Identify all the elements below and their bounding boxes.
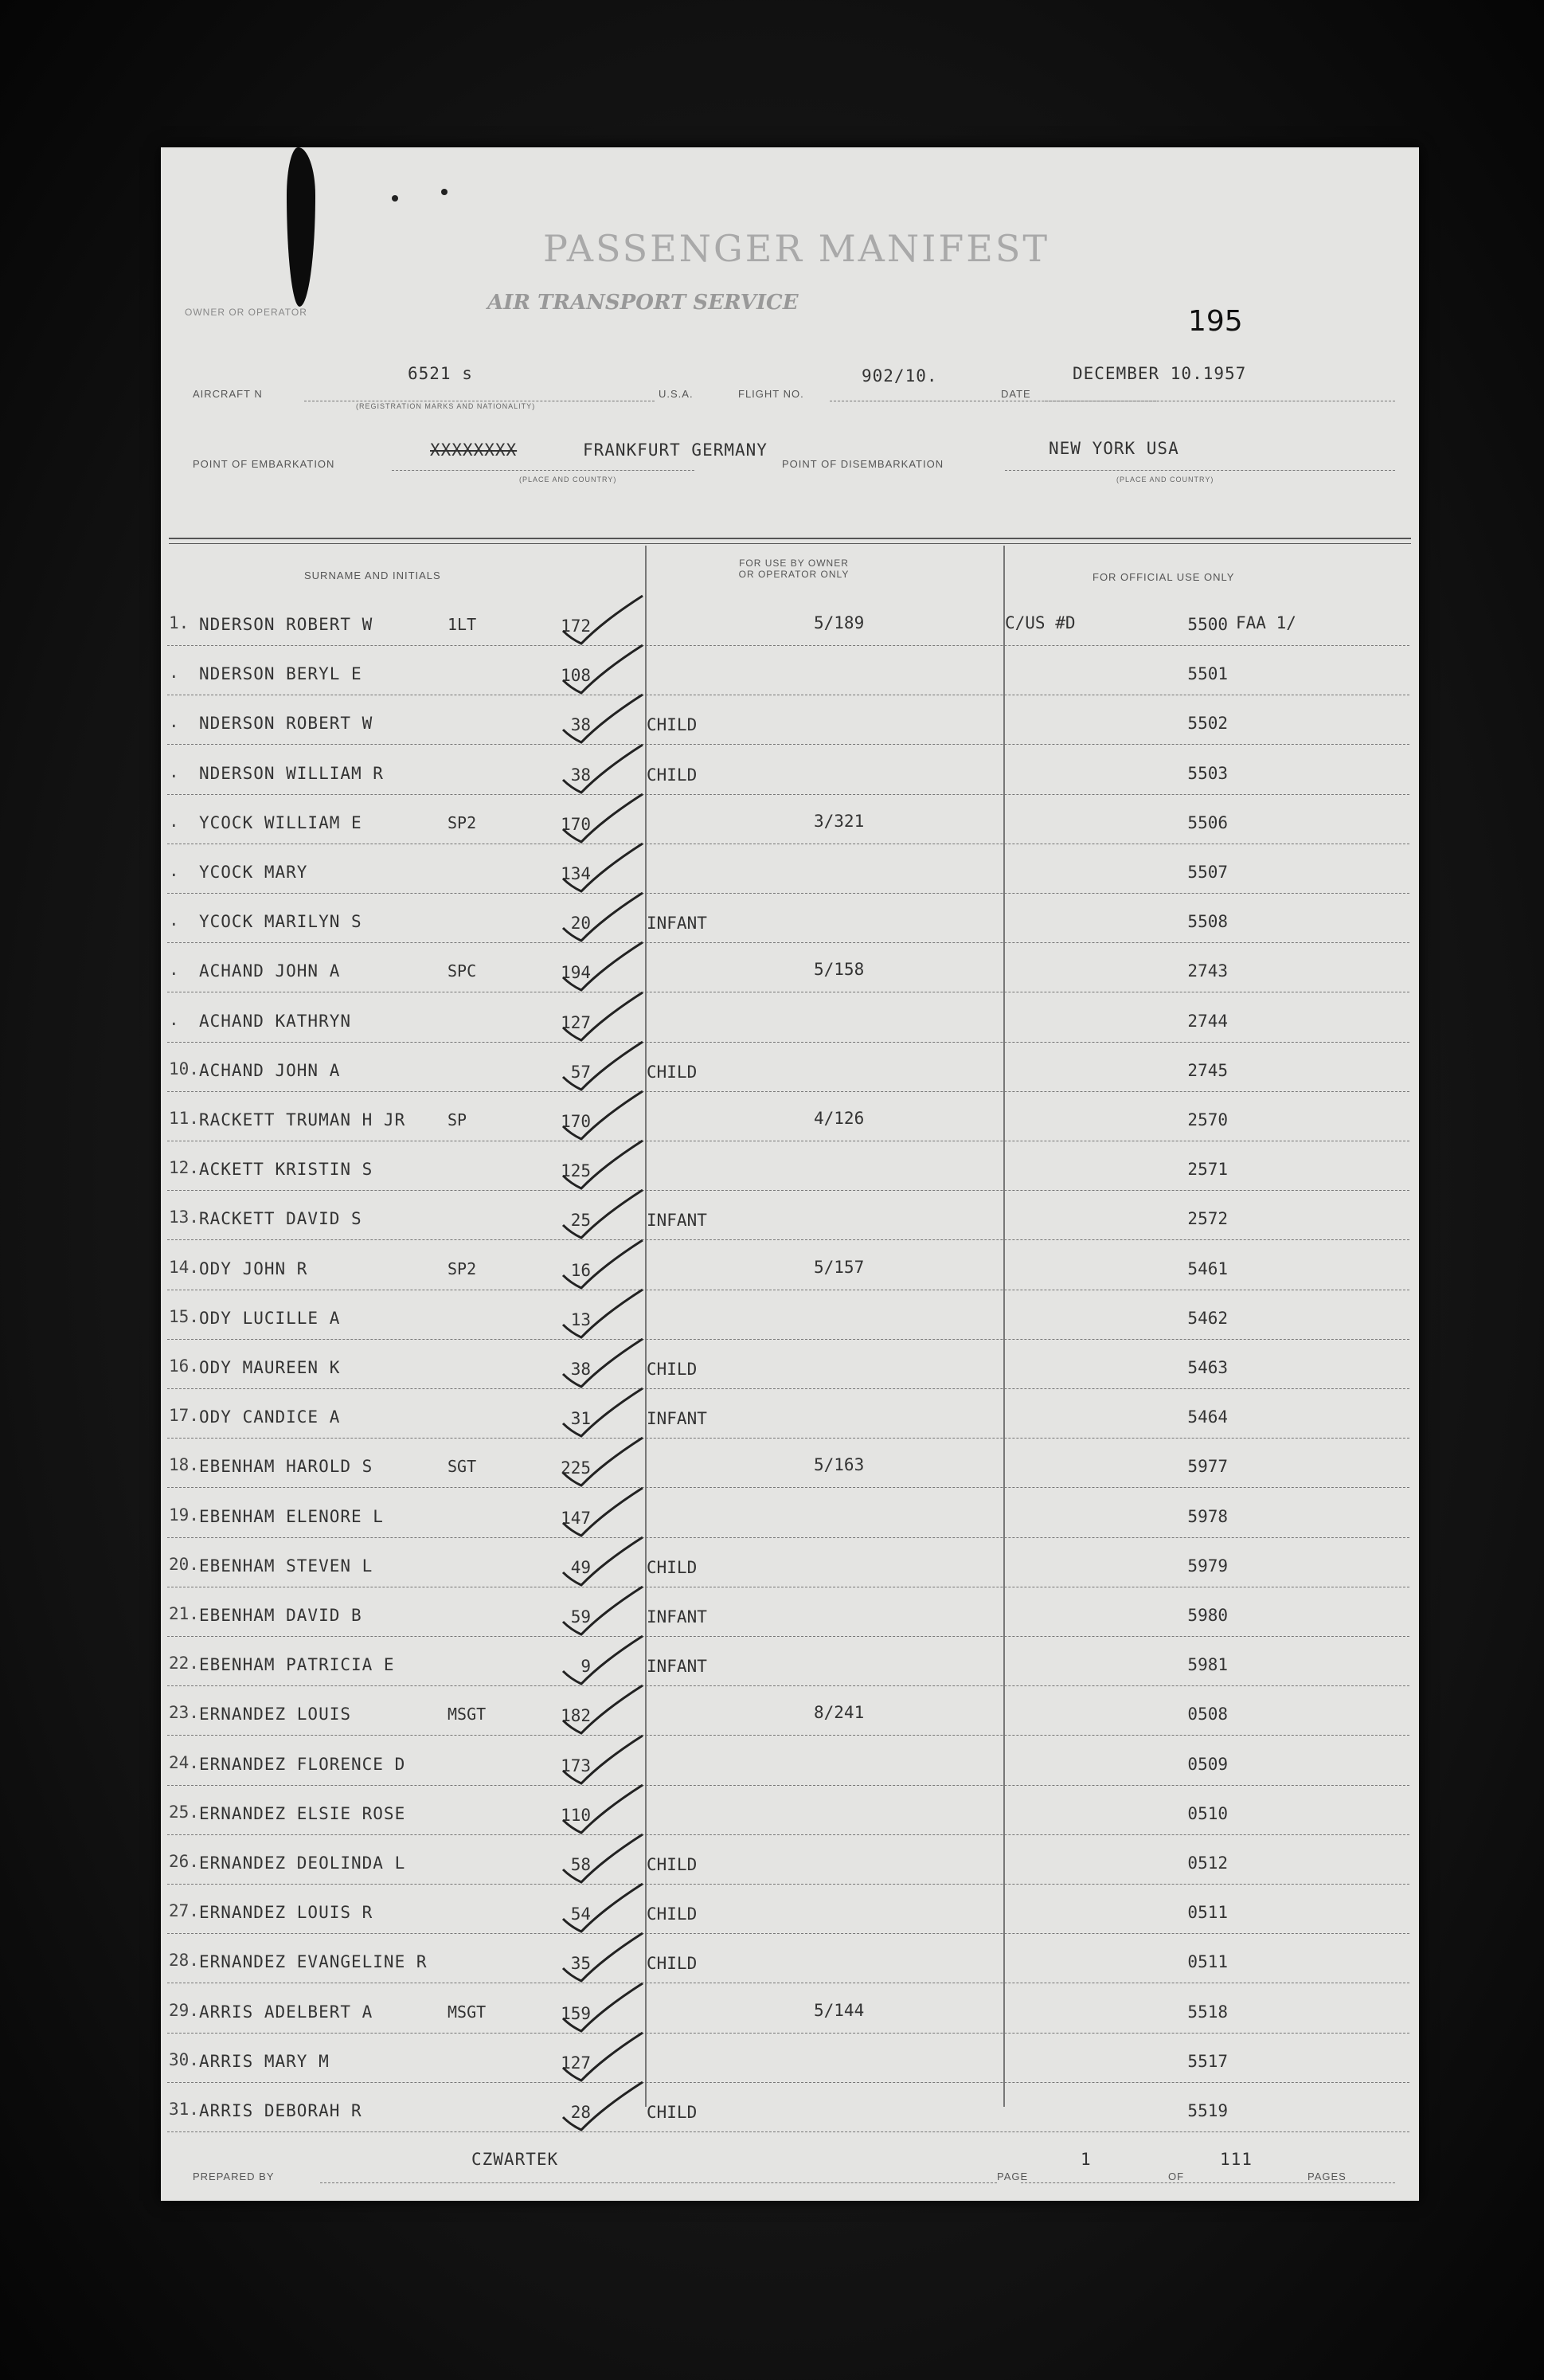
row-number: 28. xyxy=(169,1951,199,1971)
table-row xyxy=(161,1852,1419,1901)
table-row xyxy=(161,1455,1419,1505)
passenger-name: ERNANDEZ ELSIE ROSE xyxy=(199,1803,406,1823)
row-number: 10. xyxy=(169,1059,199,1078)
torn-edge-mark xyxy=(287,147,315,307)
row-rule xyxy=(167,1834,1409,1835)
passenger-weight: 57 xyxy=(570,1062,591,1082)
embarkation-struck: XXXXXXXX xyxy=(430,440,518,460)
embarkation-caption: (PLACE AND COUNTRY) xyxy=(519,476,617,483)
official-number: 5978 xyxy=(1187,1506,1228,1526)
row-number: 18. xyxy=(169,1455,199,1475)
owner-operator-value: AIR TRANSPORT SERVICE xyxy=(487,291,799,315)
passenger-weight: 159 xyxy=(561,2003,591,2023)
official-number: 0512 xyxy=(1187,1854,1228,1873)
official-number: 5503 xyxy=(1187,763,1228,783)
passenger-note: INFANT xyxy=(647,1211,707,1231)
table-row xyxy=(161,1356,1419,1406)
row-rule xyxy=(167,1933,1409,1934)
table-row xyxy=(161,1158,1419,1208)
passenger-rank: SP2 xyxy=(448,1259,477,1278)
passenger-weight: 147 xyxy=(561,1508,591,1528)
row-rule xyxy=(167,1339,1409,1340)
aircraft-value: 6521 s xyxy=(408,364,473,383)
official-prefix: C/US #D xyxy=(1005,613,1076,632)
row-rule xyxy=(167,1884,1409,1885)
row-rule xyxy=(167,1487,1409,1488)
passenger-weight: 38 xyxy=(570,1360,591,1379)
row-rule xyxy=(167,2082,1409,2083)
passenger-name: ACHAND JOHN A xyxy=(199,961,341,981)
passenger-name: EBENHAM PATRICIA E xyxy=(199,1655,395,1675)
row-rule xyxy=(167,1537,1409,1538)
table-row xyxy=(161,1059,1419,1109)
passenger-weight: 127 xyxy=(561,1012,591,1032)
table-row xyxy=(161,1901,1419,1951)
page-line xyxy=(1021,2182,1395,2183)
row-rule xyxy=(167,893,1409,894)
passenger-name: ERNANDEZ EVANGELINE R xyxy=(199,1952,428,1972)
owner-reference: 5/163 xyxy=(814,1455,865,1475)
table-row xyxy=(161,910,1419,960)
registration-caption: (REGISTRATION MARKS AND NATIONALITY) xyxy=(356,402,536,410)
table-row xyxy=(161,1703,1419,1752)
table-row xyxy=(161,1109,1419,1158)
passenger-weight: 182 xyxy=(561,1706,591,1726)
passenger-weight: 16 xyxy=(570,1260,591,1280)
row-number: 22. xyxy=(169,1654,199,1673)
official-number: 5508 xyxy=(1187,912,1228,932)
row-rule xyxy=(167,2131,1409,2132)
row-number: . xyxy=(169,1009,179,1029)
official-suffix: FAA 1/ xyxy=(1236,613,1296,632)
row-number: 12. xyxy=(169,1158,199,1178)
official-number: 2572 xyxy=(1187,1209,1228,1229)
table-row xyxy=(161,2050,1419,2100)
passenger-note: CHILD xyxy=(647,1062,698,1082)
prepared-label: PREPARED BY xyxy=(193,2171,275,2182)
passenger-weight: 28 xyxy=(570,2103,591,2122)
table-row xyxy=(161,1555,1419,1604)
passenger-name: EBENHAM STEVEN L xyxy=(199,1556,373,1576)
row-number: . xyxy=(169,960,179,980)
passenger-name: ODY JOHN R xyxy=(199,1259,308,1278)
passenger-weight: 38 xyxy=(570,765,591,785)
passenger-weight: 110 xyxy=(561,1805,591,1825)
table-top-rule xyxy=(169,538,1411,539)
ink-speck xyxy=(392,195,398,202)
page-number: 195 xyxy=(1188,305,1243,338)
passenger-weight: 9 xyxy=(580,1657,591,1677)
table-row xyxy=(161,960,1419,1009)
official-number: 0509 xyxy=(1187,1754,1228,1774)
table-row xyxy=(161,1258,1419,1307)
official-number: 5981 xyxy=(1187,1655,1228,1675)
passenger-note: INFANT xyxy=(647,1657,707,1677)
of-value: 111 xyxy=(1220,2150,1253,2169)
passenger-weight: 125 xyxy=(561,1161,591,1181)
passenger-weight: 59 xyxy=(570,1607,591,1626)
official-number: 5461 xyxy=(1187,1259,1228,1278)
official-number: 5502 xyxy=(1187,714,1228,734)
official-number: 5977 xyxy=(1187,1457,1228,1477)
passenger-weight: 170 xyxy=(561,814,591,834)
usa-label: U.S.A. xyxy=(659,388,694,400)
official-number: 2571 xyxy=(1187,1160,1228,1180)
date-label: DATE xyxy=(1001,388,1031,400)
table-row xyxy=(161,1654,1419,1703)
row-rule xyxy=(167,1042,1409,1043)
official-number: 0508 xyxy=(1187,1705,1228,1724)
row-number: 25. xyxy=(169,1802,199,1822)
row-number: 27. xyxy=(169,1901,199,1921)
official-number: 2744 xyxy=(1187,1011,1228,1031)
passenger-rank: MSGT xyxy=(448,2002,487,2022)
ink-speck xyxy=(441,189,448,195)
manifest-sheet xyxy=(161,147,1419,2201)
row-rule xyxy=(167,1438,1409,1439)
col-official-use: FOR OFFICIAL USE ONLY xyxy=(1093,571,1235,583)
row-number: . xyxy=(169,910,179,930)
row-number: 17. xyxy=(169,1406,199,1426)
table-row xyxy=(161,712,1419,761)
row-number: 15. xyxy=(169,1306,199,1326)
passenger-name: ACHAND KATHRYN xyxy=(199,1011,352,1031)
passenger-note: CHILD xyxy=(647,1557,698,1577)
row-rule xyxy=(167,1785,1409,1786)
row-rule xyxy=(167,1388,1409,1389)
passenger-name: EBENHAM HAROLD S xyxy=(199,1457,373,1477)
official-number: 5517 xyxy=(1187,2051,1228,2071)
passenger-name: ARRIS ADELBERT A xyxy=(199,2002,373,2022)
passenger-weight: 225 xyxy=(561,1458,591,1478)
page-label: PAGE xyxy=(997,2171,1029,2182)
passenger-note: INFANT xyxy=(647,914,707,934)
table-top-rule-2 xyxy=(169,543,1411,544)
official-number: 5464 xyxy=(1187,1407,1228,1427)
passenger-note: CHILD xyxy=(647,765,698,785)
passenger-name: NDERSON ROBERT W xyxy=(199,615,373,634)
row-rule xyxy=(167,942,1409,943)
passenger-weight: 25 xyxy=(570,1211,591,1231)
passenger-weight: 173 xyxy=(561,1756,591,1775)
passenger-weight: 35 xyxy=(570,1954,591,1974)
owner-reference: 5/144 xyxy=(814,2000,865,2020)
owner-reference: 5/158 xyxy=(814,960,865,980)
passenger-note: CHILD xyxy=(647,1360,698,1379)
form-title: PASSENGER MANIFEST xyxy=(543,227,1050,270)
passenger-weight: 58 xyxy=(570,1855,591,1874)
passenger-note: INFANT xyxy=(647,1607,707,1626)
row-number: 11. xyxy=(169,1109,199,1128)
table-row xyxy=(161,1505,1419,1555)
official-number: 0510 xyxy=(1187,1803,1228,1823)
passenger-note: CHILD xyxy=(647,1954,698,1974)
passenger-weight: 172 xyxy=(561,617,591,636)
row-number: 23. xyxy=(169,1703,199,1723)
passenger-weight: 13 xyxy=(570,1309,591,1329)
passenger-note: CHILD xyxy=(647,2103,698,2122)
col-owner-use: FOR USE BY OWNER OR OPERATOR ONLY xyxy=(738,558,850,580)
row-rule xyxy=(167,1190,1409,1191)
table-row xyxy=(161,1753,1419,1803)
passenger-weight: 49 xyxy=(570,1557,591,1577)
passenger-name: ODY CANDICE A xyxy=(199,1407,341,1427)
owner-reference: 3/321 xyxy=(814,811,865,831)
row-number: . xyxy=(169,663,179,683)
row-rule xyxy=(167,1636,1409,1637)
embarkation-label: POINT OF EMBARKATION xyxy=(193,458,335,470)
official-number: 5500 xyxy=(1187,615,1228,634)
aircraft-label: AIRCRAFT N xyxy=(193,388,263,400)
row-number: 20. xyxy=(169,1554,199,1574)
table-row xyxy=(161,613,1419,663)
check-mark-icon xyxy=(559,2076,647,2139)
official-number: 5463 xyxy=(1187,1358,1228,1377)
row-number: . xyxy=(169,761,179,781)
pages-label: PAGES xyxy=(1308,2171,1347,2182)
row-number: 21. xyxy=(169,1604,199,1623)
passenger-note: CHILD xyxy=(647,715,698,735)
table-row xyxy=(161,1010,1419,1059)
official-number: 5980 xyxy=(1187,1606,1228,1625)
of-label: OF xyxy=(1168,2171,1185,2182)
passenger-name: ERNANDEZ FLORENCE D xyxy=(199,1754,406,1774)
passenger-name: ERNANDEZ LOUIS R xyxy=(199,1903,373,1923)
flight-value: 902/10. xyxy=(862,366,938,386)
passenger-weight: 54 xyxy=(570,1904,591,1924)
official-number: 2743 xyxy=(1187,961,1228,981)
passenger-name: ODY LUCILLE A xyxy=(199,1308,341,1328)
row-number: 26. xyxy=(169,1852,199,1871)
official-number: 5506 xyxy=(1187,812,1228,832)
official-number: 5501 xyxy=(1187,664,1228,684)
row-number: 14. xyxy=(169,1257,199,1277)
passenger-name: RACKETT TRUMAN H JR xyxy=(199,1110,406,1129)
passenger-name: YCOCK MARILYN S xyxy=(199,912,362,932)
passenger-name: ERNANDEZ DEOLINDA L xyxy=(199,1854,406,1873)
passenger-rank: SP xyxy=(448,1110,467,1129)
table-row xyxy=(161,1604,1419,1654)
owner-reference: 5/157 xyxy=(814,1257,865,1277)
row-rule xyxy=(167,744,1409,745)
row-rule xyxy=(167,1239,1409,1240)
passenger-weight: 134 xyxy=(561,864,591,883)
col-surname: SURNAME AND INITIALS xyxy=(304,570,441,581)
embarkation-value: FRANKFURT GERMANY xyxy=(583,440,768,460)
table-row xyxy=(161,861,1419,910)
passenger-name: ACHAND JOHN A xyxy=(199,1060,341,1080)
table-row xyxy=(161,2100,1419,2149)
row-number: 30. xyxy=(169,2049,199,2069)
passenger-rank: 1LT xyxy=(448,615,477,634)
passenger-name: EBENHAM DAVID B xyxy=(199,1606,362,1625)
passenger-weight: 170 xyxy=(561,1112,591,1131)
row-number: 13. xyxy=(169,1208,199,1227)
passenger-name: ERNANDEZ LOUIS xyxy=(199,1705,352,1724)
table-row xyxy=(161,663,1419,712)
passenger-rank: SGT xyxy=(448,1457,477,1477)
disembarkation-caption: (PLACE AND COUNTRY) xyxy=(1116,476,1214,483)
table-row xyxy=(161,812,1419,861)
passenger-name: NDERSON ROBERT W xyxy=(199,714,373,734)
row-number: . xyxy=(169,861,179,880)
row-rule xyxy=(167,1091,1409,1092)
passenger-rank: MSGT xyxy=(448,1705,487,1724)
table-row xyxy=(161,1406,1419,1455)
owner-reference: 4/126 xyxy=(814,1109,865,1128)
row-number: 29. xyxy=(169,2000,199,2020)
page-value: 1 xyxy=(1081,2150,1092,2169)
passenger-weight: 38 xyxy=(570,715,591,735)
row-rule xyxy=(167,645,1409,646)
row-number: . xyxy=(169,712,179,732)
official-number: 2745 xyxy=(1187,1060,1228,1080)
row-number: 16. xyxy=(169,1356,199,1376)
official-number: 5519 xyxy=(1187,2101,1228,2120)
passenger-name: NDERSON BERYL E xyxy=(199,664,362,684)
passenger-weight: 20 xyxy=(570,914,591,934)
passenger-note: CHILD xyxy=(647,1855,698,1874)
table-row xyxy=(161,762,1419,812)
passenger-note: INFANT xyxy=(647,1409,707,1429)
passenger-name: ODY MAUREEN K xyxy=(199,1358,341,1377)
passenger-weight: 31 xyxy=(570,1409,591,1429)
row-number: 31. xyxy=(169,2100,199,2119)
row-number: 19. xyxy=(169,1505,199,1525)
flight-label: FLIGHT NO. xyxy=(738,388,804,400)
prepared-line xyxy=(320,2182,997,2183)
row-rule xyxy=(167,794,1409,795)
table-row xyxy=(161,1307,1419,1356)
passenger-name: EBENHAM ELENORE L xyxy=(199,1506,384,1526)
passenger-name: ARRIS MARY M xyxy=(199,2051,330,2071)
owner-operator-label: OWNER OR OPERATOR xyxy=(185,307,307,318)
row-number: 24. xyxy=(169,1752,199,1772)
row-number: . xyxy=(169,811,179,831)
passenger-name: YCOCK WILLIAM E xyxy=(199,812,362,832)
row-rule xyxy=(167,2033,1409,2034)
official-number: 5507 xyxy=(1187,863,1228,882)
official-number: 5518 xyxy=(1187,2002,1228,2022)
passenger-rank: SPC xyxy=(448,961,477,981)
disembarkation-label: POINT OF DISEMBARKATION xyxy=(782,458,944,470)
date-value: DECEMBER 10.1957 xyxy=(1073,364,1247,383)
table-row xyxy=(161,1208,1419,1257)
passenger-weight: 127 xyxy=(561,2053,591,2073)
official-number: 5462 xyxy=(1187,1308,1228,1328)
official-number: 0511 xyxy=(1187,1952,1228,1972)
disembarkation-line xyxy=(1005,470,1395,471)
table-row xyxy=(161,1803,1419,1852)
passenger-rank: SP2 xyxy=(448,812,477,832)
passenger-name: ARRIS DEBORAH R xyxy=(199,2101,362,2120)
owner-reference: 5/189 xyxy=(814,613,865,632)
row-number: 1. xyxy=(169,613,190,632)
official-number: 0511 xyxy=(1187,1903,1228,1923)
passenger-note: CHILD xyxy=(647,1904,698,1924)
prepared-value: CZWARTEK xyxy=(471,2150,559,2169)
table-row xyxy=(161,2001,1419,2050)
passenger-weight: 108 xyxy=(561,666,591,686)
passenger-weight: 194 xyxy=(561,963,591,983)
passenger-name: YCOCK MARY xyxy=(199,863,308,882)
passenger-name: NDERSON WILLIAM R xyxy=(199,763,384,783)
owner-reference: 8/241 xyxy=(814,1703,865,1723)
table-row xyxy=(161,1951,1419,2000)
disembarkation-value: NEW YORK USA xyxy=(1049,439,1179,458)
passenger-name: ACKETT KRISTIN S xyxy=(199,1160,373,1180)
official-number: 2570 xyxy=(1187,1110,1228,1129)
official-number: 5979 xyxy=(1187,1556,1228,1576)
row-rule xyxy=(167,1685,1409,1686)
embarkation-line xyxy=(392,470,694,471)
row-rule xyxy=(167,1735,1409,1736)
passenger-name: RACKETT DAVID S xyxy=(199,1209,362,1229)
